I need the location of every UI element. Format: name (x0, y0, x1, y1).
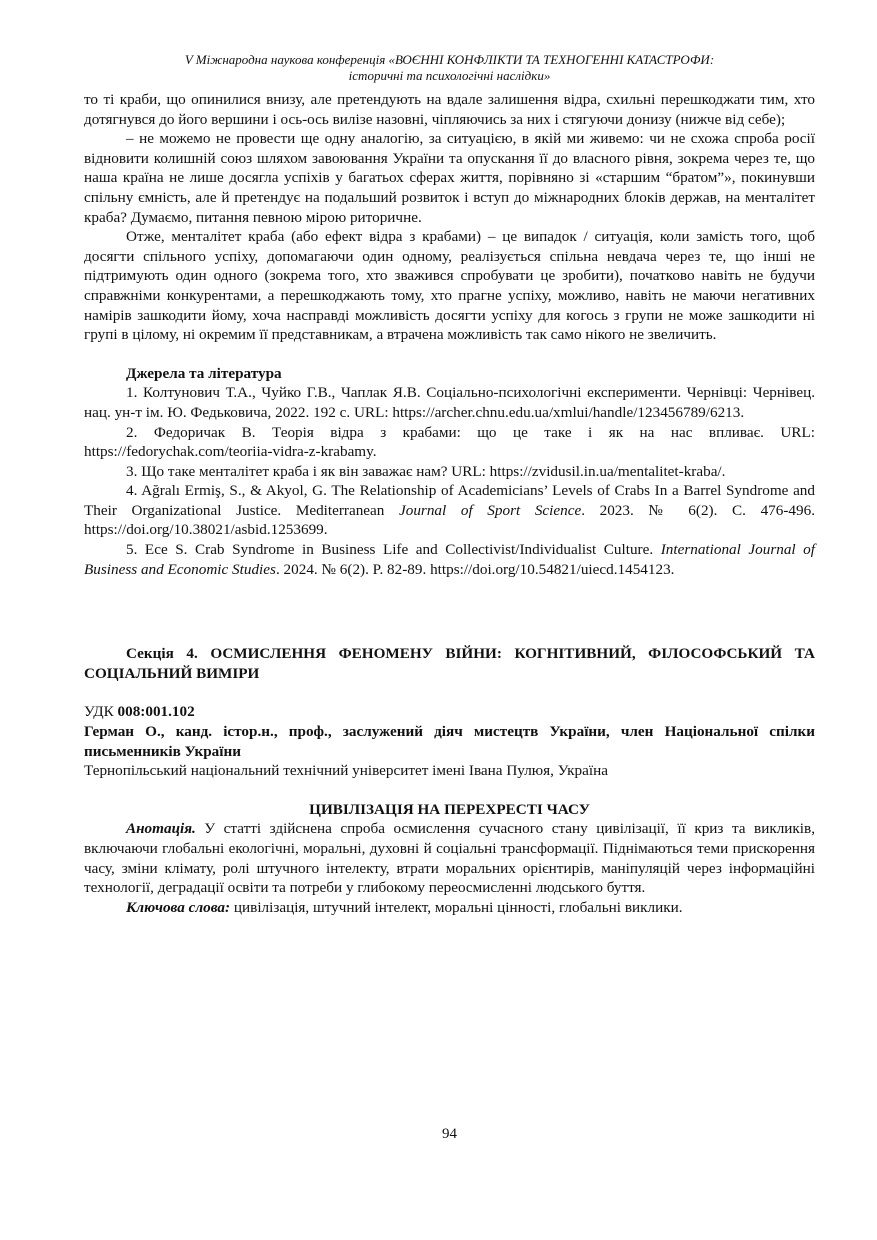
udk-value: 008:001.102 (117, 703, 195, 721)
paragraph-1: то ті краби, що опинилися внизу, але претендують на вдале залишення відра, схильні перешкоджати тим, хто дотягнувся до його вершини і ось-ось вилізе назовні, чіпляючись за них і стягуючи донизу (нижче від себе); (84, 91, 815, 128)
abstract (84, 819, 815, 897)
reference-2: 2. Федоричак В. Теорія відра з крабами: що це таке і як на нас впливає. URL: https://fedorychak.com/teoriia-vidra-z-krabamy. (84, 423, 815, 461)
reference-4 (84, 481, 815, 540)
abstract-label: Анотація. (126, 820, 196, 838)
reference-5-part-b: . 2024. № 6(2). P. 82-89. https://doi.org/10.54821/uiecd.1454123. (275, 560, 675, 578)
reference-1: 1. Колтунович Т.А., Чуйко Г.В., Чаплак Я.В. Соціально-психологічні експерименти. Чернівці: Чернівец. нац. ун-т ім. Ю. Федьковича, 2022. 192 с. URL: https://archer.chnu.edu.ua/xmlui/handle/123456789/6213. (84, 384, 815, 421)
keywords-text: цивілізація, штучний інтелект, моральні цінності, глобальні виклики. (230, 898, 683, 916)
affiliation: Тернопільський національний технічний університет імені Івана Пулюя, Україна (84, 762, 608, 780)
author: Герман О., канд. істор.н., проф., заслужений діяч мистецтв України, член Національної спілки письменників України (84, 723, 815, 760)
paragraph-3: Отже, менталітет краба (або ефект відра з крабами) – це випадок / ситуація, коли замість того, щоб досягти спільного успіху, допомагаючи один одному, реалізується спільна невдача через те, що інші не підтримують один одного (зокрема того, хто зважився спробувати це зробити), початково навіть не будучи справжніми конкурентами, а перешкоджають тому, хто прагне успіху, можливо, навіть не маючи негативних намірів зашкодити йому, хоча насправді можливість досягти успіху для когось з групи не може зашкодити ні групі в цілому, ні окремим її представникам, а втрачена можливість так само нікого не звеличить. (84, 228, 815, 344)
paragraph-2: – не можемо не провести ще одну аналогію, за ситуацією, в якій ми живемо: чи не схожа спроба росії відновити колишній союз шляхом завоювання України та опускання її до власного рівня, зокрема через те, що наша країна не лише досягла успіхів у багатьох сферах життя, порівняно зі «старшим “братом”», покинувши спільну ємність, але й претендує на подальший розвиток і вступ до міжнародних блоків держав, на менталітет краба? Думаємо, питання певною мірою риторичне. (84, 130, 815, 226)
keywords-label: Ключова слова: (126, 898, 231, 916)
udk-label: УДК (84, 703, 118, 721)
running-header-line1: V Міжнародна наукова конференція «ВОЄННІ КОНФЛІКТИ ТА ТЕХНОГЕННІ КАТАСТРОФИ: (184, 52, 715, 67)
references-title: Джерела та література (126, 364, 282, 382)
reference-4-part-a: 4. Ağralı Ermiş, S., & Akyol, G. The Relationship of Academicians’ Levels of Crabs In a Barrel Syndrome and Their Organizational Justice. Mediterranean (84, 482, 815, 519)
reference-3: 3. Що таке менталітет краба і як він заважає нам? URL: https://zvidusil.in.ua/mentalitet-kraba/. (126, 462, 726, 480)
page-number: 94 (442, 1126, 457, 1142)
keywords (84, 898, 815, 918)
running-header-line2: історичні та психологічні наслідки» (348, 68, 551, 83)
page-body (84, 90, 815, 917)
article-title: ЦИВІЛІЗАЦІЯ НА ПЕРЕХРЕСТІ ЧАСУ (309, 800, 590, 818)
udk (84, 702, 815, 722)
reference-4-journal: Journal of Sport Science (399, 501, 582, 519)
reference-5-part-a: 5. Ece S. Crab Syndrome in Business Life and Collectivist/Individualist Culture. (126, 541, 661, 559)
reference-4-part-b: . 2023. № 6(2). С. 476-496. https://doi.org/10.38021/asbid.1253699. (84, 501, 815, 539)
reference-5-journal: International Journal of Business and Economic Studies (84, 541, 815, 578)
abstract-text: У статті здійснена спроба осмислення сучасного стану цивілізації, її криз та викликів, включаючи глобальні екологічні, моральні, духовні й соціальні трансформації. Піднімаються теми прискорення часу, зміни клімату, ролі штучного інтелекту, втрати моральних орієнтирів, маніпуляцій через інформаційні технології, деградації освіти та потреби у глибокому переосмисленні людського буття. (84, 820, 815, 897)
reference-5 (84, 540, 815, 579)
section-heading: Секція 4. ОСМИСЛЕННЯ ФЕНОМЕНУ ВІЙНИ: КОГНІТИВНИЙ, ФІЛОСОФСЬКИЙ ТА СОЦІАЛЬНИЙ ВИМІРИ (84, 645, 815, 682)
